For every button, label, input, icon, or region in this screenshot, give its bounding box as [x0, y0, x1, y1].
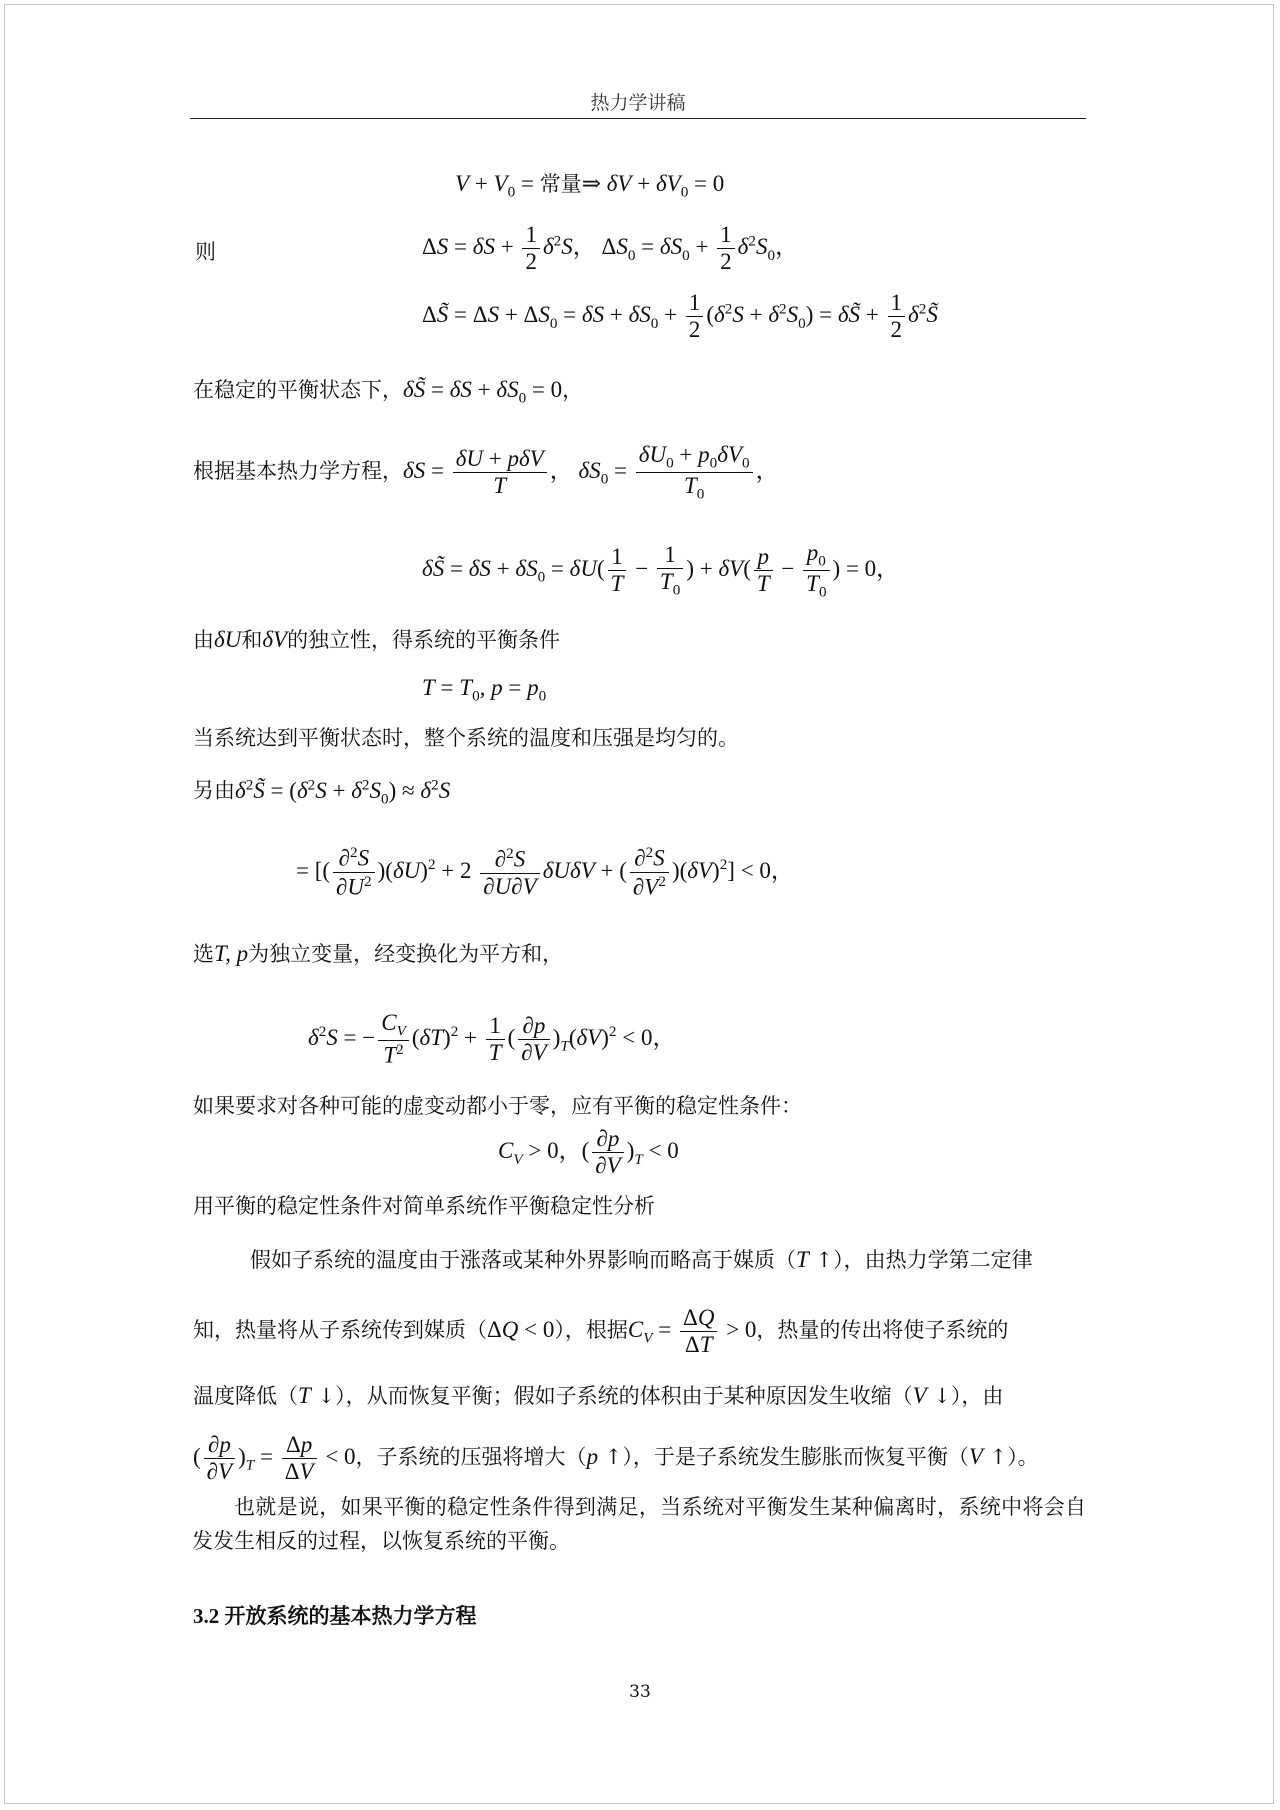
header-rule	[190, 118, 1086, 119]
equation-quadratic-form: = [( $\frac{\partial^2S}{\partial U^2}$ )$(\delta U)^2 + 2$ $\frac{\partial^2S}{\partial U\partial V}$ δUδV + ( $\frac{\partial^2S}{\partial V^2}$ )$(\delta V)^2] < 0$，	[296, 844, 794, 900]
equation-stability-conditions: $C_V > 0$，( $\frac{\partial p}{\partial V}$ )$_T < 0$	[498, 1126, 679, 1179]
equation-volume-constant: $V + V_0$ = 常量⇒ $\delta V + \delta V_0 = 0$	[455, 171, 725, 201]
equation-first-variation: δS̃ = $\delta S + \delta S_0 = \delta U$( $\frac{1}{T}$ − $\frac{1}{T_0}$ ) + δV( $\frac{p}{T}$ − $\frac{p_0}{T_0}$ ) = 0，	[422, 540, 900, 601]
para1-line1: 假如子系统的温度由于涨落或某种外界影响而略高于媒质（T ↑），由热力学第二定律	[250, 1247, 1033, 1272]
section-title: 3.2 开放系统的基本热力学方程	[193, 1604, 477, 1628]
para2: 也就是说，如果平衡的稳定性条件得到满足，当系统对平衡发生某种偏离时，系统中将会自发发生相反的过程，以恢复系统的平衡。	[192, 1495, 1086, 1553]
second-variation-line: 另由$\delta^2S̃ = (\delta^2S + \delta^2S_0) \approx \delta^2S$	[193, 776, 451, 808]
equation-total-entropy: ΔS̃ = $\Delta S + \Delta S_0 = \delta S + \delta S_0$ + $\frac{1}{2}$ $(\delta^2S + \delta^2S_0)$ = δS̃ + $\frac{1}{2}$ $\delta^2S̃$	[422, 290, 938, 343]
para1-line2: 知，热量将从子系统传到媒质（ΔQ < 0），根据$C_V$ = $\frac{\Delta Q}{\Delta T}$ > 0，热量的传出将使子系统的	[193, 1305, 1009, 1358]
equation-entropy-expansion: ΔS = δS + $\frac{1}{2}$ $\delta^2S$， $\Delta S_0 = \delta S_0$ + $\frac{1}{2}$ $\delta^2S_0$，	[422, 222, 799, 275]
equation-second-variation: $\delta^2S$ = − $\frac{C_V}{T^2}$ $(\delta T)^2$ + $\frac{1}{T}$ ( $\frac{\partial p}{\partial V}$ )$_T(\delta V)^2 < 0$，	[308, 1010, 676, 1068]
para1-line3: 温度降低（T ↓），从而恢复平衡；假如子系统的体积由于某种原因发生收缩（V ↓），由	[193, 1383, 1004, 1408]
uniform-line: 当系统达到平衡状态时，整个系统的温度和压强是均匀的。	[193, 726, 739, 750]
equation-equilibrium-conditions: $T = T_0$, $p = p_0$	[422, 675, 547, 705]
choose-variables-line: 选T, p为独立变量，经变换化为平方和，	[193, 941, 564, 966]
constant-word: 常量	[539, 172, 582, 196]
running-header: 热力学讲稿	[590, 92, 686, 114]
ze-label: 则	[195, 240, 216, 264]
page-number: 33	[629, 1682, 651, 1702]
stable-equilibrium-line: 在稳定的平衡状态下，δS̃ = $\delta S + \delta S_0 = 0$，	[193, 377, 584, 407]
require-line: 如果要求对各种可能的虚变动都小于零，应有平衡的稳定性条件：	[193, 1094, 802, 1118]
para1-line4: ( $\frac{\partial p}{\partial V}$ )$_T$ = $\frac{\Delta p}{\Delta V}$ < 0，子系统的压强将增大（p ↑），于是子系统发生膨胀而恢复平衡（V ↑）。	[193, 1432, 1039, 1485]
fundamental-equation-line: 根据基本热力学方程，δS = $\frac{\text{δU + pδV}}{T}$ ， $\delta S_0$ = $\frac{\delta U_0 + p_0\delta V_0}{T_0}$ ，	[193, 442, 779, 503]
independence-line: 由δU和δV的独立性，得系统的平衡条件	[193, 627, 561, 652]
use-line: 用平衡的稳定性条件对简单系统作平衡稳定性分析	[193, 1194, 655, 1218]
